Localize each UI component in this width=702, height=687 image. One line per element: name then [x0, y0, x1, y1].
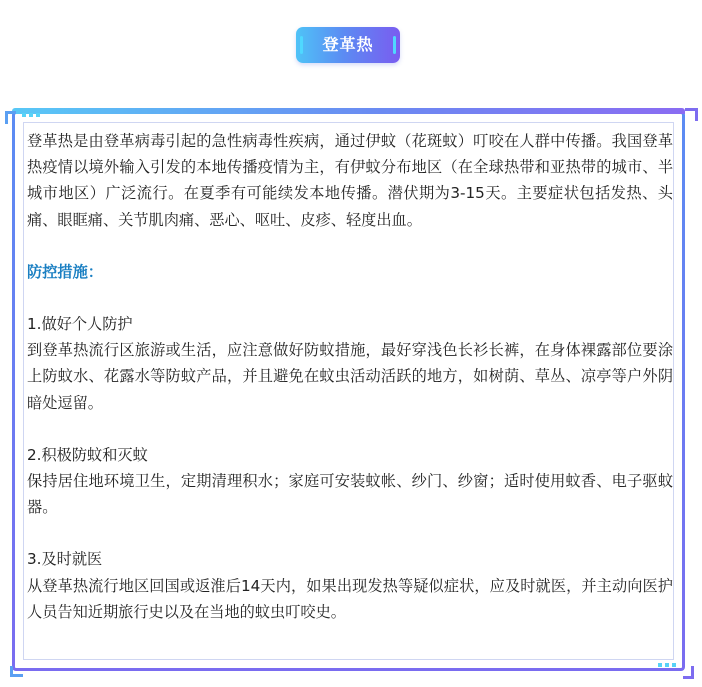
- decorative-dots-bottom: [658, 663, 676, 667]
- spacer: [27, 416, 673, 442]
- corner-decoration-bottom-right: [683, 666, 694, 679]
- measures-heading: 防控措施：: [27, 262, 103, 281]
- corner-decoration-top-right: [685, 108, 698, 121]
- card-top-band: [12, 108, 685, 114]
- measure-2-heading: 2.积极防蚊和灭蚊: [27, 445, 148, 464]
- page-title: 登革热: [322, 35, 374, 54]
- measure-1-text: 到登革热流行区旅游或生活，应注意做好防蚊措施，最好穿浅色长衫长裤，在身体裸露部位要涂上防蚊水、花露水等防蚊产品，并且避免在蚊虫活动活跃的地方，如树荫、草丛、凉亭等户外阴暗处逗留。: [27, 341, 673, 412]
- intro-paragraph: 登革热是由登革病毒引起的急性病毒性疾病，通过伊蚊（花斑蚊）叮咬在人群中传播。我国登革热疫情以境外输入引发的本地传播疫情为主，有伊蚊分布地区（在全球热带和亚热带的城市、半城市地区）广泛流行。在夏季有可能续发本地传播。潜伏期为3-15天。主要症状包括发热、头痛、眼眶痛、关节肌肉痛、恶心、呕吐、皮疹、轻度出血。: [27, 132, 673, 229]
- measure-1-heading: 1.做好个人防护: [27, 315, 133, 334]
- spacer: [27, 520, 673, 546]
- spacer: [27, 285, 673, 311]
- measure-2-text: 保持居住地环境卫生，定期清理积水；家庭可安装蚊帐、纱门、纱窗；适时使用蚊香、电子驱蚊器。: [27, 472, 673, 517]
- decorative-dots-top: [22, 113, 40, 117]
- corner-decoration-top-left: [5, 111, 16, 124]
- article-body: [27, 128, 673, 625]
- title-badge: [296, 27, 400, 63]
- measure-3-text: 从登革热流行地区回国或返淮后14天内，如果出现发热等疑似症状，应及时就医，并主动向医护人员告知近期旅行史以及在当地的蚊虫叮咬史。: [27, 576, 673, 621]
- measure-3-heading: 3.及时就医: [27, 550, 103, 569]
- spacer: [27, 233, 673, 259]
- corner-decoration-bottom-left: [10, 666, 23, 677]
